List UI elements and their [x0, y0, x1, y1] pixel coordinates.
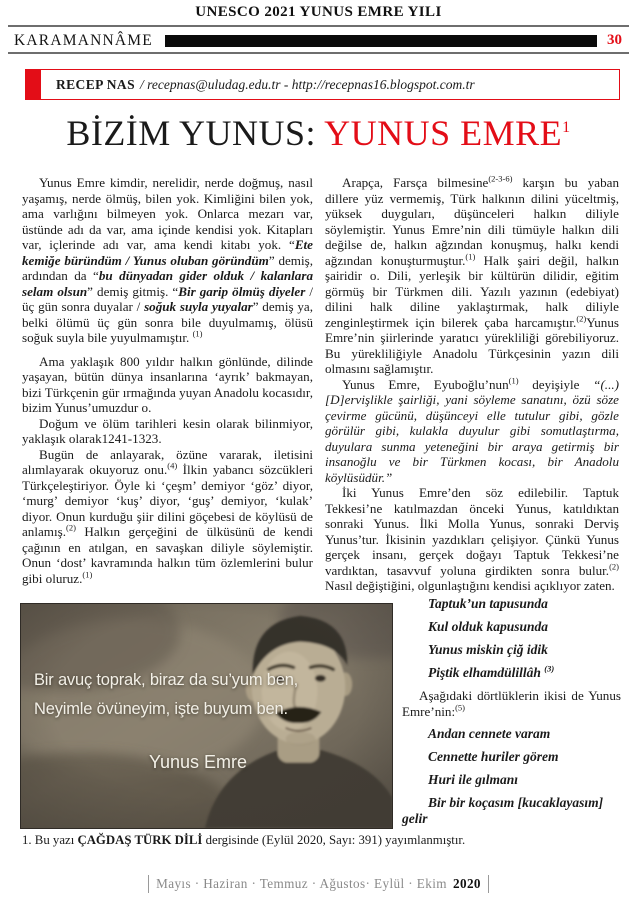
portrait-quote-line1: Bir avuç toprak, biraz da su’yum ben, — [34, 671, 299, 689]
article-title-footnote-ref: 1 — [562, 119, 571, 136]
article-title-highlight: YUNUS EMRE — [324, 113, 563, 153]
poem-block — [402, 596, 621, 834]
article-title — [0, 113, 637, 154]
author-contact: / recepnas@uludag.edu.tr - http://recepnas16.blogspot.com.tr — [140, 76, 475, 92]
body-paragraph: Yunus Emre kimdir, nerelidir, nerde doğmuş, nasıl yaşamış, nerde ölmüş, bilen yok. Kimliğini bilen yok, ama varlığını bilmeyen yok. Onlarca mezarı var, üstünde adı da var, ama içinde kendisi yok. Kitapları var, içlerinde adı var, ama kendi kitabı yok. “Ete kemiğe büründüm / Yunus oluban göründüm” demiş, ardından da “bu dünyadan gider olduk / kalanlara selam olsun” demiş gitmiş. “Bir garip ölmüş diyeler / üç gün sonra duyalar / soğuk suyla yuyalar” demiş ya, belki ölümü üç gün sonra bile duyulmamış, ölüsü soğuk suyla bile yuyulmamıştır. $^{(1)}$ — [22, 175, 313, 345]
author-accent-block — [26, 70, 41, 99]
yunus-emre-portrait-figure — [20, 603, 393, 829]
left-column — [22, 175, 313, 605]
section-name: KARAMANNÂME — [14, 31, 153, 49]
author-box — [25, 69, 620, 100]
footer-months: Mayıs · Haziran · Temmuz · Ağustos· Eylül · Ekim — [156, 876, 447, 891]
section-divider-bar — [165, 35, 597, 47]
header-rule-bottom — [8, 52, 629, 54]
poem-line: Kul olduk kapusunda — [428, 619, 549, 634]
body-paragraph: Bugün de anlayarak, özüne vararak, iletisini alımlayarak okuyoruz onu.$^{(4)}$ İlkin yabancı sözcükleri Türkçeleştiriyor. Öyle ki ‘çeşm’ demiyor ‘göz’ diyor, ‘murg’ demiyor ‘kuş’ diyor, ‘guş’ demiyor, ‘kulak’ diyor. Onun kurduğu şiir dilini göçebesi de köylüsü de anlamış.$^{(2)}$ Halkın gerçeğini de ülküsünü de kendi çağının en atılgan, en savaşkan diliyle söylemiştir. Onun ‘dost’ kavramında halkın tüm özlemlerini bulur gibi oluruz.$^{(1)}$ — [22, 446, 313, 586]
poem-line: Bir bir koçasım [kucaklayasım] gelir — [402, 795, 604, 826]
author-name: RECEP NAS — [56, 76, 135, 92]
poem-line: Andan cennete varam — [428, 726, 551, 741]
body-paragraph: Doğum ve ölüm tarihleri kesin olarak bilinmiyor, yaklaşık olarak1241-1323. — [22, 415, 313, 446]
author-line — [56, 70, 475, 99]
poem-line: Taptuk’un tapusunda — [428, 596, 548, 611]
poem-line: Huri ile gılmanı — [428, 772, 519, 787]
poem-line: Piştik elhamdülillâh $^{(3)}$ — [428, 663, 555, 680]
page-footer — [0, 875, 637, 893]
body-paragraph: Yunus Emre, Eyuboğlu’nun$^{(1)}$ deyişiyle “(...) [D]ervişlikle şairliği, yani söyleme sanatını, özü söze çevirme gücünü, düşünceyi elle tutulur gibi, gözle görülür gibi, kulakla duyulur gibi somutlaştırma, duyulara sunma yeteneğini bir araya getirmiş bir insanoğlu ve bir Türkmen kocası, bir Anadolu köylüsüdür.” — [325, 375, 619, 485]
portrait-quote-line2: Neyimle övüneyim, işte buyum ben. — [34, 700, 288, 718]
poem-line: Cennette huriler görem — [428, 749, 559, 764]
portrait-signature: Yunus Emre — [149, 752, 248, 772]
section-header-row — [14, 30, 622, 51]
page-number: 30 — [607, 32, 622, 48]
footnote: 1. Bu yazı ÇAĞDAŞ TÜRK DİLİ dergisinde (Eylül 2020, Sayı: 391) yayımlanmıştır. — [22, 833, 466, 847]
article-title-prefix: BİZİM YUNUS: — [66, 113, 325, 153]
body-paragraph: İki Yunus Emre’den söz edilebilir. Taptuk Tekkesi’ne katılmazdan önceki Yunus, katıldıktan sonraki Yunus. İlki Molla Yunus, sonraki Derviş Yunus’tur. İkisinin yazdıkları çelişiyor. Çünkü Yunus gerçek insanı, gerçek doğayı Taptuk Tekkesi’ne vardıktan, tasavvuf yoluna girdikten sonra bulur.$^{(2)}$ Nasıl değiştiğini, olgunlaştığını kendisi açıklıyor zaten. — [325, 485, 619, 593]
footer-issue-line — [148, 875, 489, 893]
header-rule-top — [8, 25, 629, 27]
poem-intro: Aşağıdaki dörtlüklerin ikisi de Yunus Emre’nin:$^{(5)}$ — [402, 688, 621, 719]
body-paragraph: Arapça, Farsça bilmesine$^{(2-3-6)}$ karşın bu yaban dillere yüz vermemiş, Türk halkının dilini yüceltmiş, yüksek duyguları, düşünceleri halkın diliyle söylemiştir. Yunus Emre’nin dili tümüyle halkın dili değilse de, halkın ağzından konuşmuş, halkı kendi ağzından konuşturmuştur.$^{(1)}$ Halk şairi değil, halkın şairidir o. Dili, yerleşik bir kültürün dilidir, eğitim görmüş bir Türkmen dili. Yazılı yazının (edebiyat) dilini halk diline yaklaştırmak, halk diliyle zenginleştirmek için bilerek çaba harcamıştır.$^{(2)}$Yunus Emre’nin şiirlerinde yaratıcı yürekliliği görebiliyoruz. Bu yürekliliğiyle Anadolu Türkçesinin yazın dili olmasını sağlamıştır. — [325, 175, 619, 376]
portrait-quote — [34, 666, 298, 724]
event-title: UNESCO 2021 YUNUS EMRE YILI — [195, 4, 442, 20]
body-paragraph: Ama yaklaşık 800 yıldır halkın gönlünde, dilinde yaşayan, bütün dünya insanlarına ‘ayrık’ bakmayan, bizi Türkçenin gür ırmağında yuyan Anadolu kocasıdır, bizim Yunus’umuzdur o. — [22, 353, 313, 415]
right-column — [325, 175, 619, 596]
poem-line: Yunus miskin çiğ idik — [428, 642, 548, 657]
footer-year: 2020 — [452, 876, 481, 891]
